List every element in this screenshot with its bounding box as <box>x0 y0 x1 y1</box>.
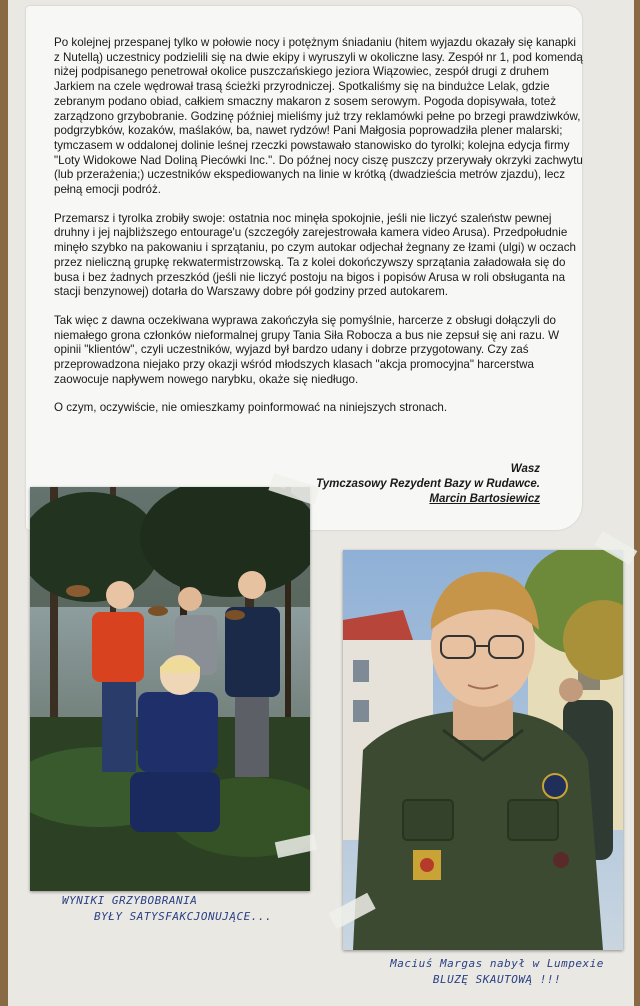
caption-2-line-1: Maciuś Margas nabył w Lumpexie <box>390 957 604 970</box>
signature-block <box>316 462 540 507</box>
caption-2-line-2: BLUZĘ SKAUTOWĄ !!! <box>432 973 562 986</box>
paragraph-4: O czym, oczywiście, nie omieszkamy poinformować na niniejszych stronach. <box>54 401 448 415</box>
signature-name: Marcin Bartosiewicz <box>429 493 540 505</box>
signature-greeting: Wasz <box>510 463 540 475</box>
caption-mushroom-picking <box>62 893 332 925</box>
article-text <box>54 36 584 430</box>
paragraph-1: Po kolejnej przespanej tylko w połowie nocy i potężnym śniadaniu (hitem wyjazdu okazały się kanapki z Nutellą) uczestnicy podzielili się na dwie ekipy i wyruszyli w okoliczne lasy. Zespół nr 1, pod komendą niżej podpisanego penetrował okolice puszczańskiego jeziora Wiązowiec, zespół drugi z druhem Jarkiem na czele wędrował trasą ścieżki przyrodniczej. Spotkaliśmy się na bindużce Lelak, gdzie zebranym podano obiad, całkiem smaczny makaron z sosem serowym. Pogoda dopisywała, toteż zarządzono grzybobranie. Godzinę później mieliśmy już trzy reklamówki pełne po brzegi prawdziwków, podgrzybków, kozaków, maślaków, ba, nawet rydzów! Pani Małgosia poprowadziła plener malarski; tymczasem w oddalonej dolinie leśnej rzeczki powstawało stanowisko do tyrolki; kolejna edycja firmy "Loty Widokowe Nad Doliną Piecówki Inc.". Do późnej nocy ciszę puszczy przerywały okrzyki zachwytu (lub przerażenia;) uczestników ekspediowanych na linie w krótką (dwadzieścia metrów zjazdu), lecz pełną emocji podróż. <box>54 36 583 197</box>
article-sheet <box>26 6 582 530</box>
caption-scout-shirt <box>372 956 622 988</box>
photo-mushroom-picking-image <box>30 487 310 891</box>
photo-mushroom-picking <box>30 487 310 891</box>
signature-title: Tymczasowy Rezydent Bazy w Rudawce. <box>316 478 540 490</box>
scrapbook-page <box>8 0 634 1006</box>
photo-scout-shirt-image <box>343 550 623 950</box>
paragraph-3: Tak więc z dawna oczekiwana wyprawa zakończyła się pomyślnie, harcerze z obsługi dołączyli do niemałego grona członków nieformalnej grupy Tania Siła Robocza a bus nie zepsuł się ani razu. W opinii "klientów", czyli uczestników, wyjazd był bardzo udany i dobrze przygotowany. Czy zaś przeprowadzona niejako przy okazji wśród młodszych klasach "akcja promocyjna" harcerstwa zaowocuje napływem nowego narybku, okaże się niedługo. <box>54 313 560 386</box>
caption-1-line-2: BYŁY SATYSFAKCJONUJĄCE... <box>94 910 273 923</box>
photo-scout-shirt <box>343 550 623 950</box>
paragraph-2: Przemarsz i tyrolka zrobiły swoje: ostatnia noc minęła spokojnie, jeśli nie liczyć szaleństw pewnej druhny i jej najbliższego entourage'u (szczegóły zarejestrowała kamera video Arusa). Przedpołudnie minęło szybko na pakowaniu i sprzątaniu, po czym autokar odjechał żegnany ze łzami (ulgi) w oczach przez nieliczną grupkę rekwatermistrzowską. Ta z kolei dokończywszy sprzątania załadowała się do busa i bez żadnych przeszkód (jeśli nie liczyć postoju na bigos i popisów Arusa w roli obsługanta na stacji benzynowej) dotarła do Warszawy dobre pół godziny przed autokarem. <box>54 211 576 299</box>
caption-1-line-1: WYNIKI GRZYBOBRANIA <box>62 894 198 907</box>
